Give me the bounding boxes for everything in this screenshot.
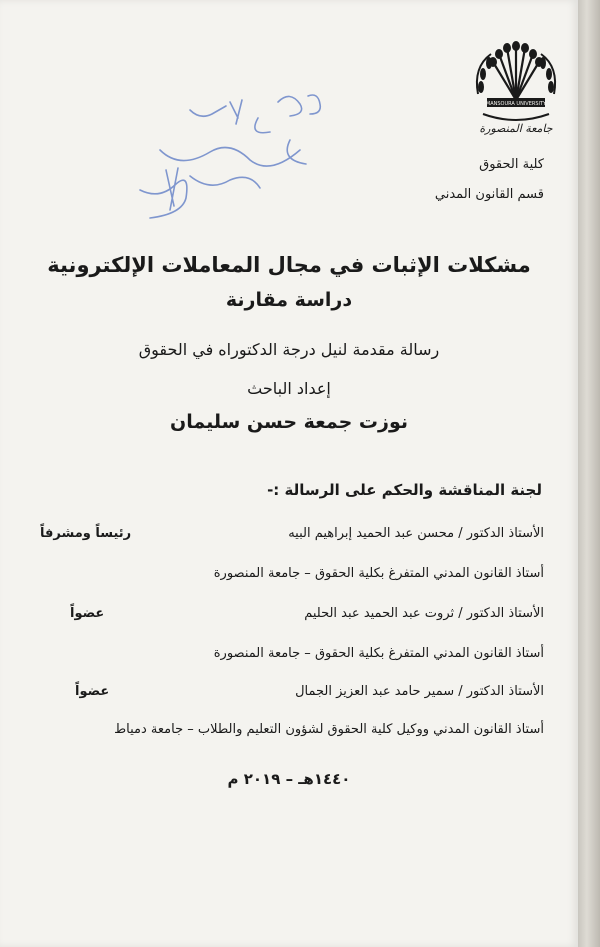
member-name: الأستاذ الدكتور / محسن عبد الحميد إبراهيم البيه [288, 526, 544, 541]
committee-heading: لجنة المناقشة والحكم على الرسالة :- [267, 481, 542, 499]
member-role: عضواً [75, 684, 110, 699]
member-affiliation: أستاذ القانون المدني المتفرغ بكلية الحقوق – جامعة المنصورة [213, 646, 544, 661]
committee-member-row [30, 526, 544, 541]
department-name: قسم القانون المدني [434, 187, 544, 202]
thesis-subtitle: دراسة مقارنة [225, 289, 353, 311]
svg-text:MANSOURA UNIVERSITY: MANSOURA UNIVERSITY [485, 101, 547, 107]
member-role: عضواً [70, 606, 105, 621]
member-role: رئيساً ومشرفاً [40, 526, 132, 541]
university-seal-logo [463, 32, 569, 144]
date-line: ١٤٤٠هـ – ٢٠١٩ م [227, 770, 351, 788]
page-edge [578, 0, 600, 947]
member-affiliation: أستاذ القانون المدني المتفرغ بكلية الحقوق – جامعة المنصورة [213, 566, 544, 581]
member-affiliation: أستاذ القانون المدني ووكيل كلية الحقوق لشؤون التعليم والطلاب – جامعة دمياط [114, 722, 544, 737]
prepared-by-label: إعداد الباحث [247, 379, 331, 398]
author-name: نوزت جمعة حسن سليمان [169, 411, 408, 433]
member-name: الأستاذ الدكتور / ثروت عبد الحميد عبد الحليم [304, 606, 544, 621]
thesis-purpose: رسالة مقدمة لنيل درجة الدكتوراه في الحقوق [138, 340, 440, 359]
svg-text:جامعة المنصورة: جامعة المنصورة [479, 122, 553, 135]
handwritten-annotation [130, 80, 340, 230]
committee-member-row [30, 606, 544, 621]
thesis-title: مشكلات الإثبات في مجال المعاملات الإلكترونية [47, 253, 531, 277]
member-name: الأستاذ الدكتور / سمير حامد عبد العزيز الجمال [295, 684, 544, 699]
committee-member-row [30, 684, 544, 699]
faculty-name: كلية الحقوق [479, 157, 544, 172]
